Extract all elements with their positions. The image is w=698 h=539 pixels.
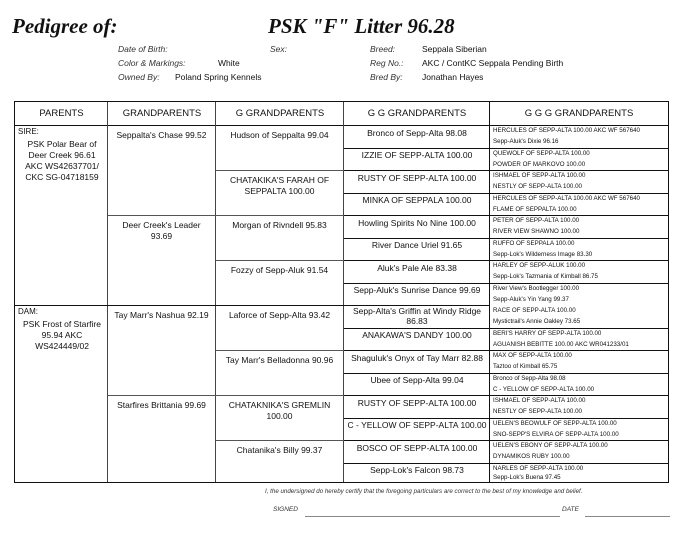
date-label: DATE bbox=[562, 506, 579, 513]
gg-grandparent-cell: BOSCO OF SEPP-ALTA 100.00 bbox=[356, 443, 478, 453]
gg-grandparent-cell: Howling Spirits No Nine 100.00 bbox=[358, 218, 476, 228]
g-grandparent-cell: Chatanika's Billy 99.37 bbox=[236, 445, 323, 455]
pedigree-title: PSK "F" Litter 96.28 bbox=[268, 14, 455, 38]
owned-label: Owned By: bbox=[118, 72, 160, 82]
gg-grandparent-cell: Sepp-Lok's Falcon 98.73 bbox=[370, 465, 464, 475]
header-ggg-grandparents: G G G GRANDPARENTS bbox=[490, 102, 668, 126]
ggg-grandparent-entry: UELEN'S EBONY OF SEPP-ALTA 100.00 bbox=[493, 442, 608, 449]
header-g-grandparents: G GRANDPARENTS bbox=[216, 102, 344, 126]
breed-value: Seppala Siberian bbox=[422, 44, 487, 54]
signed-label: SIGNED bbox=[273, 506, 298, 513]
color-label: Color & Markings: bbox=[118, 58, 186, 68]
ggg-grandparent-entry: Taztoo of Kimball 65.75 bbox=[493, 363, 558, 370]
ggg-grandparent-entry: UELEN'S BEOWULF OF SEPP-ALTA 100.00 bbox=[493, 420, 617, 427]
ggg-grandparent-entry: HERCULES OF SEPP-ALTA 100.00 AKC WF 567640 bbox=[493, 127, 640, 134]
gg-grandparent-cell: RUSTY OF SEPP-ALTA 100.00 bbox=[357, 173, 477, 183]
gg-grandparent-cell: Aluk's Pale Ale 83.38 bbox=[377, 263, 457, 273]
gg-grandparent-cell: IZZIE OF SEPP-ALTA 100.00 bbox=[361, 150, 473, 160]
reg-value: AKC / ContKC Seppala Pending Birth bbox=[422, 58, 564, 68]
ggg-grandparent-entry: Sepp-Lok's Wilderness Image 83.30 bbox=[493, 251, 593, 258]
bred-field bbox=[370, 72, 484, 82]
bred-value: Jonathan Hayes bbox=[422, 72, 484, 82]
ggg-grandparent-entry: RIVER VIEW SHAWNO 100.00 bbox=[493, 228, 580, 235]
owned-field bbox=[118, 72, 262, 82]
ggg-grandparent-entry: Sepp-Aluk's Yin Yang 99.37 bbox=[493, 296, 569, 303]
sex-field bbox=[270, 44, 287, 54]
signature-line[interactable] bbox=[305, 516, 560, 517]
breed-label: Breed: bbox=[370, 44, 396, 54]
color-field bbox=[118, 58, 240, 68]
ggg-grandparent-entry: River View's Bootlegger 100.00 bbox=[493, 285, 580, 292]
ggg-grandparent-entry: Sepp-Aluk's Dixie 96.16 bbox=[493, 138, 559, 145]
gg-grandparent-cell: MINKA OF SEPPALA 100.00 bbox=[362, 195, 472, 205]
ggg-grandparent-entry: BERI'S HARRY OF SEPP-ALTA 100.00 bbox=[493, 330, 602, 337]
ggg-grandparent-entry: RACE OF SEPP-ALTA 100.00 bbox=[493, 307, 576, 314]
ggg-grandparent-entry: HARLEY OF SEPP-ALUK 100.00 bbox=[493, 262, 586, 269]
ggg-grandparent-entry: NESTLY OF SEPP-ALTA 100.00 bbox=[493, 183, 582, 190]
gg-grandparent-cell: Bronco of Sepp-Alta 98.08 bbox=[367, 128, 467, 138]
owned-value: Poland Spring Kennels bbox=[175, 72, 262, 82]
ggg-grandparent-entry: SNO-SEPP'S ELVIRA OF SEPP-ALTA 100.00 bbox=[493, 431, 619, 438]
g-grandparent-cell: Tay Marr's Belladonna 90.96 bbox=[225, 355, 334, 365]
ggg-grandparent-entry: DYNAMIKOS RUBY 100.00 bbox=[493, 453, 570, 460]
gg-grandparent-cell: ANAKAWA'S DANDY 100.00 bbox=[362, 330, 472, 340]
ggg-grandparent-entry: Mystictrail's Annie Oakley 73.65 bbox=[493, 318, 581, 325]
sex-label: Sex: bbox=[270, 44, 288, 54]
breed-field bbox=[370, 44, 487, 54]
date-of-birth-field bbox=[118, 44, 168, 54]
grandparent-cell: Tay Marr's Nashua 92.19 bbox=[114, 310, 209, 320]
sire-label: SIRE: bbox=[18, 127, 39, 136]
header-parents: PARENTS bbox=[15, 102, 108, 126]
g-grandparent-cell: CHATAKNIKA'S GREMLIN 100.00 bbox=[228, 400, 331, 421]
dam-name: PSK Frost of Starfire 95.94 AKC WS424449/02 bbox=[23, 319, 101, 351]
sire-name: PSK Polar Bear of Deer Creek 96.61 AKC WS42637701/ CKC SG-04718159 bbox=[25, 139, 99, 182]
color-value: White bbox=[218, 58, 240, 68]
g-grandparent-cell: Morgan of Rivndell 95.83 bbox=[232, 220, 327, 230]
ggg-grandparent-entry: POWDER OF MARKOVO 100.00 bbox=[493, 161, 586, 168]
ggg-grandparent-entry: FLAME OF SEPPALTA 100.00 bbox=[493, 206, 577, 213]
ggg-grandparent-entry: Sepp-Lok's Tazmania of Kimball 86.75 bbox=[493, 273, 598, 280]
reg-field bbox=[370, 58, 564, 68]
grandparent-cell: Seppalta's Chase 99.52 bbox=[116, 130, 207, 140]
column-divider bbox=[215, 102, 216, 482]
header-gg-grandparents: G G GRANDPARENTS bbox=[344, 102, 490, 126]
ggg-grandparent-entry: PETER OF SEPP-ALTA 100.00 bbox=[493, 217, 580, 224]
grandparent-cell: Starfires Brittania 99.69 bbox=[117, 400, 206, 410]
g-grandparent-cell: CHATAKIKA'S FARAH OF SEPPALTA 100.00 bbox=[229, 175, 330, 196]
ggg-grandparent-entry: MAX OF SEPP-ALTA 100.00 bbox=[493, 352, 572, 359]
ggg-grandparent-entry: Sepp-Lok's Buena 97.45 bbox=[493, 474, 561, 481]
ggg-grandparent-entry: NARLES OF SEPP-ALTA 100.00 bbox=[493, 465, 584, 472]
gg-grandparent-cell: Sepp-Aluk's Sunrise Dance 99.69 bbox=[353, 285, 481, 295]
gg-grandparent-cell: Ubee of Sepp-Alta 99.04 bbox=[370, 375, 464, 385]
gg-grandparent-cell: Sepp-Alta's Griffin at Windy Ridge 86.83 bbox=[352, 306, 482, 326]
pedigree-title-label: Pedigree of: bbox=[12, 14, 118, 38]
gg-grandparent-cell: River Dance Uriel 91.65 bbox=[371, 240, 463, 250]
ggg-grandparent-entry: AGUANISH BEBITTE 100.00 AKC WR041233/01 bbox=[493, 341, 629, 348]
reg-label: Reg No.: bbox=[370, 58, 404, 68]
ggg-grandparent-entry: ISHMAEL OF SEPP-ALTA 100.00 bbox=[493, 397, 586, 404]
gg-grandparent-cell: Shaguluk's Onyx of Tay Marr 82.88 bbox=[351, 353, 483, 363]
ggg-grandparent-entry: RUFFO OF SEPPALA 100.00 bbox=[493, 240, 575, 247]
certification-text: I, the undersigned do hereby certify that the foregoing particulars are correct to the best of my knowledge and belief. bbox=[265, 488, 583, 495]
bred-label: Bred By: bbox=[370, 72, 403, 82]
gg-grandparent-cell: RUSTY OF SEPP-ALTA 100.00 bbox=[357, 398, 477, 408]
ggg-grandparent-entry: Bronco of Sepp-Alta 98.08 bbox=[493, 375, 566, 382]
ggg-grandparent-entry: NESTLY OF SEPP-ALTA 100.00 bbox=[493, 408, 582, 415]
ggg-grandparent-entry: ISHMAEL OF SEPP-ALTA 100.00 bbox=[493, 172, 586, 179]
ggg-grandparent-entry: C - YELLOW OF SEPP-ALTA 100.00 bbox=[493, 386, 595, 393]
dam-label: DAM: bbox=[18, 307, 38, 316]
date-line[interactable] bbox=[585, 516, 670, 517]
header-grandparents: GRANDPARENTS bbox=[108, 102, 216, 126]
date-of-birth-label: Date of Birth: bbox=[118, 44, 168, 54]
gg-grandparent-cell: C - YELLOW OF SEPP-ALTA 100.00 bbox=[347, 420, 487, 430]
ggg-grandparent-entry: QUEWOLF OF SEPP-ALTA 100.00 bbox=[493, 150, 590, 157]
grandparent-cell: Deer Creek's Leader 93.69 bbox=[122, 220, 201, 241]
ggg-grandparent-entry: HERCULES OF SEPP-ALTA 100.00 AKC WF 567640 bbox=[493, 195, 640, 202]
g-grandparent-cell: Hudson of Seppalta 99.04 bbox=[230, 130, 329, 140]
column-divider bbox=[107, 102, 108, 482]
g-grandparent-cell: Fozzy of Sepp-Aluk 91.54 bbox=[230, 265, 329, 275]
pedigree-table bbox=[14, 101, 669, 483]
g-grandparent-cell: Laforce of Sepp-Alta 93.42 bbox=[228, 310, 331, 320]
